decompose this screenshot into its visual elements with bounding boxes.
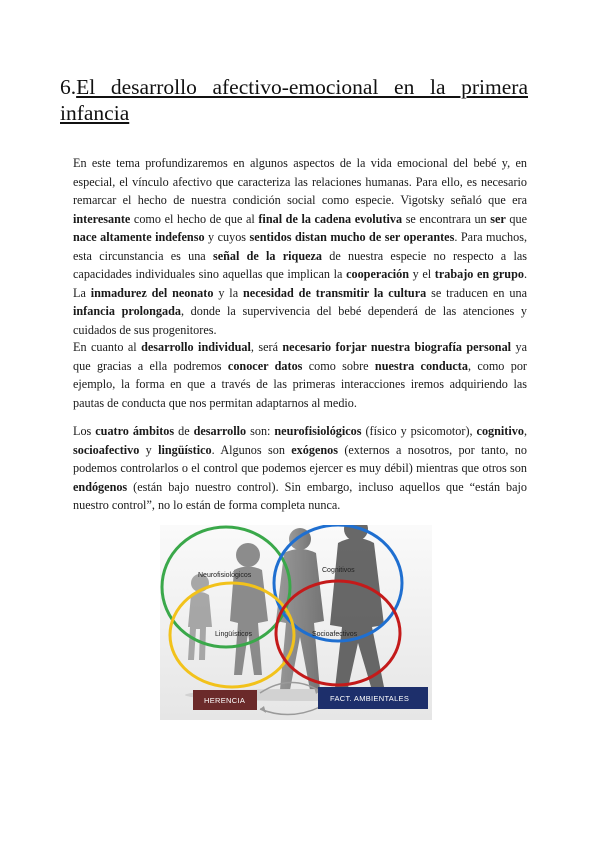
heading-text-1: El desarrollo afectivo-emocional en la primera (76, 75, 528, 99)
heading-text-2: infancia (60, 101, 130, 125)
text-span: y (139, 442, 159, 457)
bold-term: trabajo en grupo (434, 267, 524, 281)
paragraph-individual-development (73, 338, 527, 412)
label-socioafectivos: Socioafectivos (312, 631, 358, 638)
text-span: . Algunos son (211, 442, 292, 457)
development-diagram-figure (160, 525, 432, 720)
bold-term: nuestra conducta (374, 358, 468, 373)
label-neurofisiologicos: Neurofisiológicos (198, 572, 252, 579)
bold-term: exógenos (291, 442, 338, 457)
development-diagram (160, 525, 432, 720)
bold-term: interesante (73, 211, 131, 226)
heading-line-1 (60, 74, 528, 100)
text-span: y el (409, 267, 435, 281)
text-span: se traducen en una (426, 285, 528, 300)
bold-term: necesario forjar nuestra biografía personal (282, 340, 512, 354)
text-span: En cuanto al (73, 340, 142, 354)
label-fact-ambientales: FACT. AMBIENTALES (330, 694, 410, 703)
text-span: (están bajo nuestro control). Sin embargo, incluso aquellos que “están bajo nuestro control”, no lo están de forma completa nunca. (73, 479, 527, 512)
paragraph-development-areas (73, 422, 527, 515)
text-span: (físico y psicomotor), (361, 424, 477, 438)
label-cognitivos: Cognitivos (322, 567, 355, 574)
bold-term: sentidos distan mucho de ser operantes (249, 230, 455, 244)
text-span: de nuestra especie no respecto a las capacidades individuales sino aquellas que implican la (73, 248, 527, 281)
text-span: Los (73, 424, 96, 438)
bold-term: desarrollo (193, 424, 247, 438)
text-span: , (523, 424, 527, 438)
heading-number: 6. (60, 75, 77, 99)
bold-term: cognitivo (476, 424, 524, 438)
bold-term: inmadurez del neonato (90, 285, 214, 300)
label-linguisticos: Lingüísticos (215, 631, 252, 638)
text-span: como sobre (302, 358, 375, 373)
bold-term: señal de la riqueza (212, 248, 323, 263)
text-span: ya que gracias a ella podremos (73, 340, 527, 373)
bold-term: lingüístico (158, 442, 212, 457)
bold-term: desarrollo individual (141, 340, 251, 354)
bold-term: cooperación (346, 267, 410, 281)
text-span: de (174, 424, 194, 438)
bold-term: neurofisiológicos (274, 424, 362, 438)
bold-term: socioafectivo (73, 442, 140, 457)
bold-term: nace altamente indefenso (73, 230, 205, 244)
bold-term: final de la cadena evolutiva (258, 211, 403, 226)
bold-term: necesidad de transmitir la cultura (243, 285, 427, 300)
text-span: , donde la supervivencia del bebé dependerá de las atenciones y cuidados de sus progenitores. (73, 304, 527, 337)
heading-line-2 (60, 100, 528, 126)
bold-term: infancia prolongada (73, 304, 181, 318)
text-span: , será (250, 340, 283, 354)
text-span: . La (73, 267, 527, 300)
text-span: y la (213, 285, 243, 300)
label-herencia: HERENCIA (204, 696, 246, 705)
text-span: se encontrara un (402, 211, 491, 226)
text-span: . Para muchos, esta circunstancia es una (73, 230, 527, 263)
paragraph-intro (73, 154, 527, 339)
text-span: que (505, 211, 528, 226)
text-span: y cuyos (204, 230, 250, 244)
bold-term: endógenos (73, 479, 128, 494)
text-span: son: (246, 424, 275, 438)
text-span: (externos a nosotros, por tanto, no podemos controlarlos o el control que podemos ejercer es muy débil) mientras que otros son (73, 442, 527, 475)
text-span: , como por ejemplo, la forma en que a través de las primeras interacciones iremos adquiriendo las pautas de conducta que nos permitan adaptarnos al medio. (73, 358, 527, 410)
text-span: como el hecho de que al (130, 211, 259, 226)
bold-term: ser (490, 211, 506, 226)
bold-term: conocer datos (227, 358, 303, 373)
bold-term: cuatro ámbitos (95, 424, 175, 438)
text-span: En este tema profundizaremos en algunos aspectos de la vida emocional del bebé y, en especial, el vínculo afectivo que caracteriza las relaciones humanas. Para ello, es necesario remarcar el hecho de nuestra condición social como especie. Vigotsky señaló que era (73, 156, 527, 207)
section-heading (60, 74, 528, 126)
